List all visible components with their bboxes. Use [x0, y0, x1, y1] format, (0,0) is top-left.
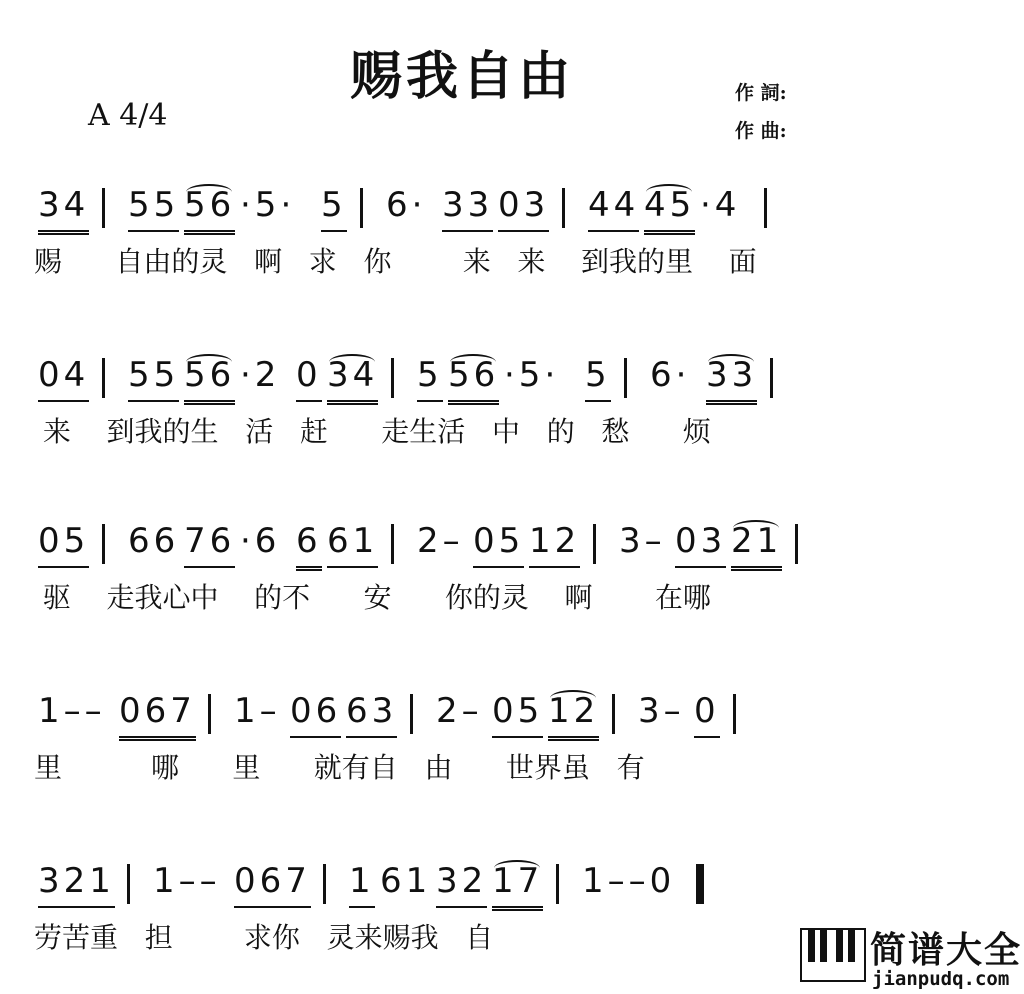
- barline: [208, 694, 211, 734]
- note-group: 76: [184, 518, 235, 568]
- note-group: 0: [296, 352, 322, 402]
- barline: [795, 524, 798, 564]
- note-group: 61: [380, 861, 432, 901]
- note-line: [34, 858, 994, 918]
- note-group: 32: [436, 858, 487, 908]
- slur-mark: [450, 354, 496, 370]
- song-title: 赐我自由: [350, 46, 575, 107]
- lyric-line: 里 哪 里 就有自 由 世界虽 有: [34, 751, 645, 784]
- note-line: [34, 352, 994, 412]
- lyric-line: 驱 走我心中 的不 安 你的灵 啊 在哪: [34, 581, 711, 614]
- note-group: 067: [119, 688, 196, 741]
- watermark-site-name: 简谱大全: [870, 930, 1023, 971]
- note-group: 5: [585, 352, 611, 402]
- note-group: 05: [473, 518, 524, 568]
- note-group: 2–: [417, 521, 464, 561]
- note-group: 6: [296, 518, 322, 571]
- barline: [102, 358, 105, 398]
- barline: [612, 694, 615, 734]
- slur-mark: [733, 520, 779, 536]
- note-group: 34: [327, 352, 378, 405]
- barline: [624, 358, 627, 398]
- note-group: 1–: [234, 691, 281, 731]
- note-group: 1––0: [582, 861, 676, 901]
- note-group: ·5·: [504, 355, 560, 395]
- barline: [733, 694, 736, 734]
- note-line: [34, 518, 994, 578]
- key-signature: A 4/4: [88, 98, 168, 133]
- note-group: 56: [184, 182, 235, 235]
- note-group: 3–: [638, 691, 685, 731]
- barline: [391, 524, 394, 564]
- barline: [127, 864, 130, 904]
- note-line: [34, 688, 994, 748]
- lyrics-row: [34, 750, 994, 790]
- barline: [764, 188, 767, 228]
- note-group: 321: [38, 858, 115, 908]
- note-group: 33: [442, 182, 493, 232]
- note-group: ·5·: [240, 185, 296, 225]
- barline: [556, 864, 559, 904]
- note-group: 33: [706, 352, 757, 405]
- note-group: 6·: [650, 355, 691, 395]
- barline: [102, 524, 105, 564]
- note-group: 17: [492, 858, 543, 911]
- note-group: 03: [498, 182, 549, 232]
- note-line: [34, 182, 994, 242]
- note-group: 55: [128, 352, 179, 402]
- barline: [391, 358, 394, 398]
- site-watermark: [800, 920, 1024, 994]
- note-group: ·6: [240, 521, 281, 561]
- slur-mark: [186, 354, 232, 370]
- slur-mark: [708, 354, 754, 370]
- slur-mark: [186, 184, 232, 200]
- slur-mark: [494, 860, 540, 876]
- barline: [593, 524, 596, 564]
- note-group: 44: [588, 182, 639, 232]
- composer-credit: 作 曲:: [735, 120, 787, 142]
- note-group: 21: [731, 518, 782, 571]
- note-group: 1––: [38, 691, 106, 731]
- note-group: 12: [529, 518, 580, 568]
- note-group: 56: [184, 352, 235, 405]
- note-group: ·2: [240, 355, 281, 395]
- note-group: 5: [417, 352, 443, 402]
- note-group: 2–: [436, 691, 483, 731]
- barline: [562, 188, 565, 228]
- lyric-line: 劳苦重 担 求你 灵来赐我 自: [34, 921, 494, 954]
- note-group: 6·: [386, 185, 427, 225]
- lyric-line: 赐 自由的灵 啊 求 你 来 来 到我的里 面: [34, 245, 757, 278]
- slur-mark: [550, 690, 596, 706]
- note-group: 1––: [153, 861, 221, 901]
- lyrics-row: [34, 244, 994, 284]
- slur-mark: [646, 184, 692, 200]
- barline: [770, 358, 773, 398]
- note-group: 3–: [619, 521, 666, 561]
- note-group: 55: [128, 182, 179, 232]
- barline: [102, 188, 105, 228]
- note-group: 63: [346, 688, 397, 738]
- barline: [360, 188, 363, 228]
- lyricist-credit: 作 詞:: [735, 82, 787, 104]
- final-barline: [696, 864, 704, 904]
- note-group: 12: [548, 688, 599, 741]
- note-group: 1: [349, 858, 375, 908]
- note-group: 06: [290, 688, 341, 738]
- watermark-url: jianpudq.com: [872, 968, 1010, 990]
- note-group: 03: [675, 518, 726, 568]
- barline: [410, 694, 413, 734]
- note-group: 34: [38, 182, 89, 235]
- note-group: 05: [38, 518, 89, 568]
- note-group: 45: [644, 182, 695, 235]
- lyric-line: 来 到我的生 活 赶 走生活 中 的 愁 烦: [34, 415, 711, 448]
- lyrics-row: [34, 414, 994, 454]
- note-group: 56: [448, 352, 499, 405]
- note-group: 067: [234, 858, 311, 908]
- note-group: 04: [38, 352, 89, 402]
- note-group: 0: [694, 688, 720, 738]
- lyrics-row: [34, 580, 994, 620]
- piano-keys-icon: [800, 928, 866, 982]
- note-group: 66: [128, 521, 180, 561]
- barline: [323, 864, 326, 904]
- note-group: 5: [321, 182, 347, 232]
- note-group: 05: [492, 688, 543, 738]
- slur-mark: [329, 354, 375, 370]
- note-group: 61: [327, 518, 378, 568]
- note-group: ·4: [700, 185, 741, 225]
